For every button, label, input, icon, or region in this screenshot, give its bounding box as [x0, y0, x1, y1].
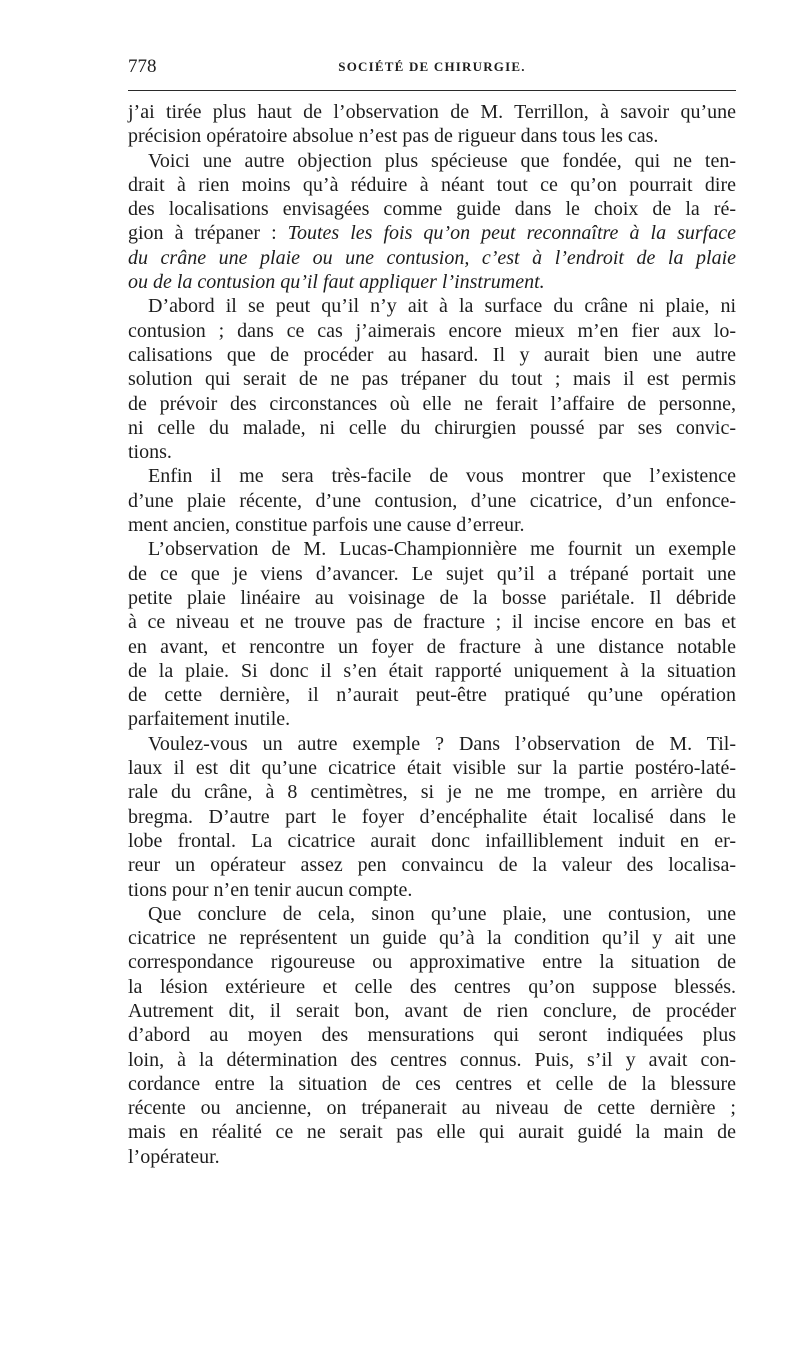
page-header [128, 56, 736, 82]
text-line: bregma. D’autre part le foyer d’encéphalite était localisé dans le [128, 805, 736, 828]
text-line: d’une plaie récente, d’une contusion, d’une cicatrice, d’un enfonce- [128, 489, 736, 512]
text-line: de la plaie. Si donc il s’en était rapporté uniquement à la situation [128, 659, 736, 682]
text-line: Que conclure de cela, sinon qu’une plaie, une contusion, une [148, 902, 736, 925]
text-line: loin, à la détermination des centres connus. Puis, s’il y avait con- [128, 1048, 736, 1071]
header-rule [128, 90, 736, 91]
text-line: drait à rien moins qu’à réduire à néant tout ce qu’on pourrait dire [128, 173, 736, 196]
text-line: des localisations envisagées comme guide dans le choix de la ré- [128, 198, 736, 221]
text-line: ment ancien, constitue parfois une cause d’erreur. [128, 514, 525, 537]
text-line: de prévoir des circonstances où elle ne ferait l’affaire de personne, [128, 392, 736, 415]
text-line: Voulez-vous un autre exemple ? Dans l’observation de M. Til- [148, 732, 736, 755]
text-line: Autrement dit, il serait bon, avant de rien conclure, de procéder [128, 999, 736, 1022]
text-line [128, 221, 736, 245]
paragraph [128, 149, 736, 295]
text-line: D’abord il se peut qu’il n’y ait à la surface du crâne ni plaie, ni [148, 295, 736, 318]
text-line: calisations que de procéder au hasard. Il y aurait bien une autre [128, 343, 736, 366]
text-line: solution qui serait de ne pas trépaner du tout ; mais il est permis [128, 368, 736, 391]
text-line: ni celle du malade, ni celle du chirurgien poussé par ses convic- [128, 416, 736, 439]
text-line: de cette dernière, il n’aurait peut-être pratiqué qu’une opération [128, 684, 736, 707]
text-line: mais en réalité ce ne serait pas elle qui aurait guidé la main de [128, 1121, 736, 1144]
text-line: L’observation de M. Lucas-Championnière me fournit un exemple [148, 538, 736, 561]
paragraph [128, 732, 736, 902]
text-line: d’abord au moyen des mensurations qui seront indiquées plus [128, 1024, 736, 1047]
text-line: la lésion extérieure et celle des centres qu’on suppose blessés. [128, 975, 736, 998]
paragraph [128, 464, 736, 537]
text-line: Enfin il me sera très-facile de vous montrer que l’existence [148, 465, 736, 488]
text-line: récente ou ancienne, on trépanerait au niveau de cette dernière ; [128, 1097, 736, 1120]
paragraph [128, 100, 736, 149]
text-line: en avant, et rencontre un foyer de fracture à une distance notable [128, 635, 736, 658]
text-line: ou de la contusion qu’il faut appliquer l’instrument. [128, 271, 545, 294]
running-title: SOCIÉTÉ DE CHIRURGIE. [338, 59, 526, 74]
body-text [128, 100, 736, 1169]
text-line: tions. [128, 441, 172, 464]
text-line: contusion ; dans ce cas j’aimerais encore mieux m’en fier aux lo- [128, 319, 736, 342]
text-line: rale du crâne, à 8 centimètres, si je ne me trompe, en arrière du [128, 781, 736, 804]
paragraph [128, 902, 736, 1169]
text-line: lobe frontal. La cicatrice aurait donc infailliblement induit en er- [128, 829, 736, 852]
text-segment: gion à trépaner : [128, 222, 288, 245]
text-line: précision opératoire absolue n’est pas de rigueur dans tous les cas. [128, 125, 659, 148]
text-line: tions pour n’en tenir aucun compte. [128, 878, 413, 901]
text-line: j’ai tirée plus haut de l’observation de M. Terrillon, à savoir qu’une [128, 101, 736, 123]
italic-segment: Toutes les fois qu’on peut reconnaître à la surface [287, 222, 736, 245]
text-line: cordance entre la situation de ces centres et celle de la blessure [128, 1072, 736, 1095]
text-line: l’opérateur. [128, 1145, 220, 1168]
text-line: parfaitement inutile. [128, 708, 291, 731]
text-line: reur un opérateur assez pen convaincu de la valeur des localisa- [128, 854, 736, 877]
paragraph [128, 294, 736, 464]
text-line: Voici une autre objection plus spécieuse que fondée, qui ne ten- [148, 149, 736, 172]
text-line: laux il est dit qu’une cicatrice était visible sur la partie postéro-laté- [128, 757, 736, 780]
text-line: de ce que je viens d’avancer. Le sujet qu’il a trépané portait une [128, 562, 736, 585]
page-number: 778 [128, 56, 157, 77]
text-line: du crâne une plaie ou une contusion, c’est à l’endroit de la plaie [128, 246, 736, 269]
text-line: à ce niveau et ne trouve pas de fracture ; il incise encore en bas et [128, 611, 736, 634]
text-line: cicatrice ne représentent un guide qu’à la condition qu’il y ait une [128, 927, 736, 950]
text-line: petite plaie linéaire au voisinage de la bosse pariétale. Il débride [128, 586, 736, 609]
paragraph [128, 537, 736, 731]
text-line: correspondance rigoureuse ou approximative entre la situation de [128, 951, 736, 974]
